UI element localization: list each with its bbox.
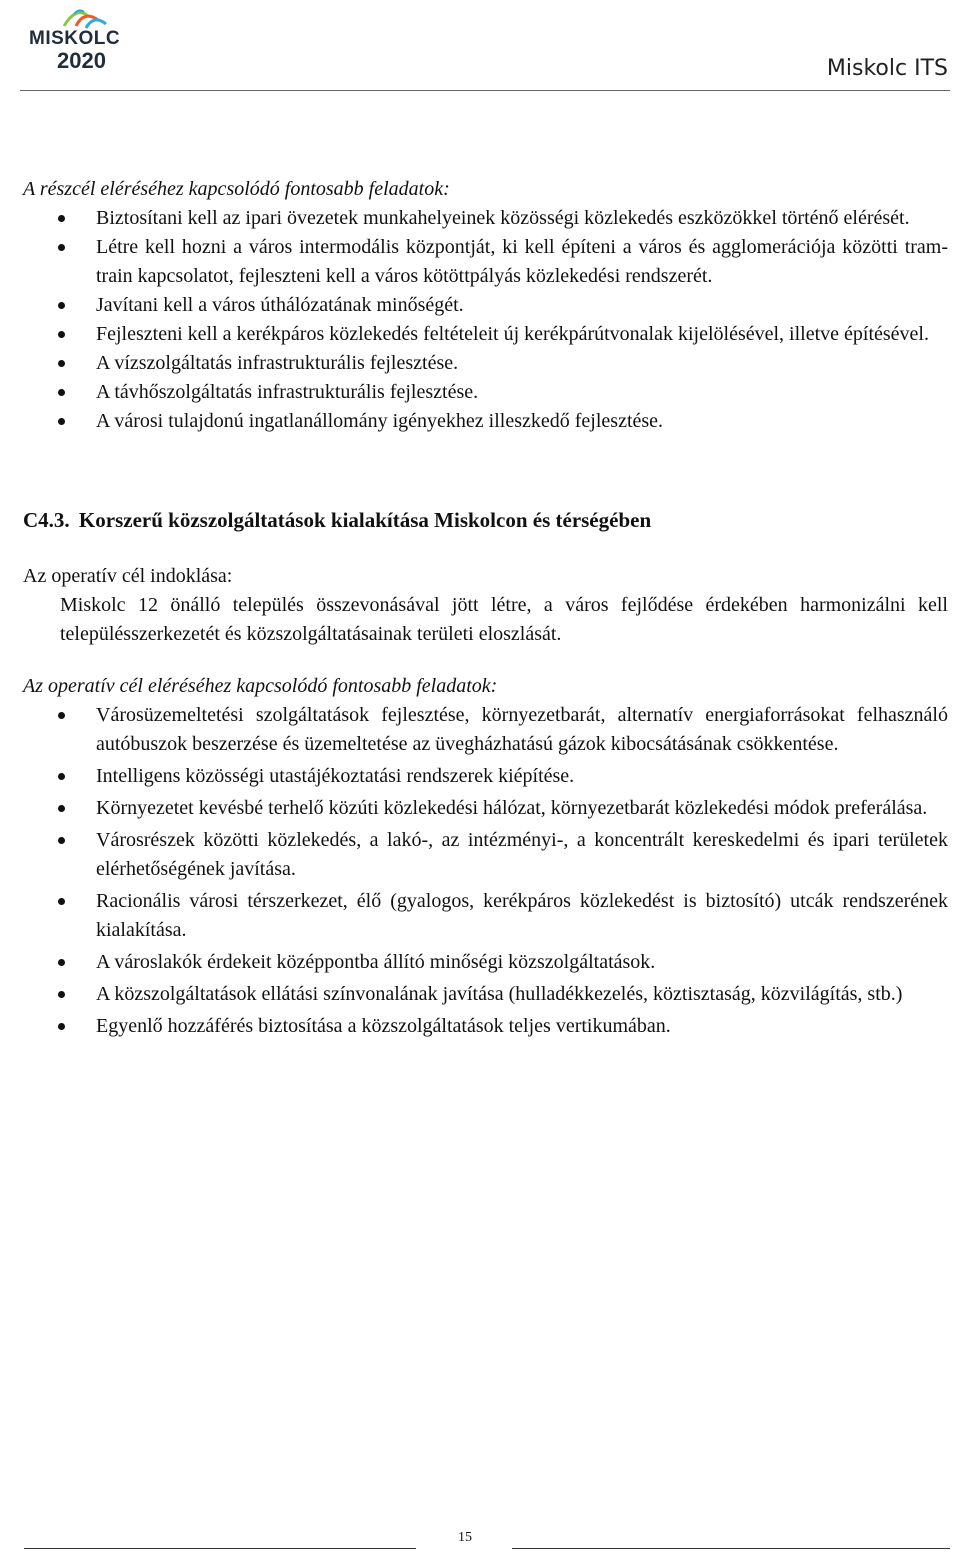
header-divider xyxy=(20,90,950,91)
list-item: A vízszolgáltatás infrastrukturális fejlesztése. xyxy=(23,349,948,378)
rationale-text: Miskolc 12 önálló település összevonásával jött létre, a város fejlődése érdekében harmonizálni kell településszerkezetét és közszolgáltatásainak területi eloszlását. xyxy=(60,594,948,645)
footer-divider-right xyxy=(512,1548,950,1549)
rationale-label: Az operatív cél indoklása: xyxy=(23,565,233,587)
tasks-heading-1: A részcél eléréséhez kapcsolódó fontosabb feladatok: xyxy=(23,178,450,200)
footer-divider-left xyxy=(24,1548,416,1549)
list-item: Egyenlő hozzáférés biztosítása a közszolgáltatások teljes vertikumában. xyxy=(23,1012,948,1041)
logo-line2: 2020 xyxy=(57,48,106,73)
section-heading xyxy=(23,506,948,535)
tasks-heading-2: Az operatív cél eléréséhez kapcsolódó fontosabb feladatok: xyxy=(23,675,498,697)
list-item: Racionális városi térszerkezet, élő (gyalogos, kerékpáros közlekedést is biztosító) utcák rendszerének kialakítása. xyxy=(23,887,948,945)
list-item: Városrészek közötti közlekedés, a lakó-, az intézményi-, a koncentrált kereskedelmi és ipari területek elérhetőségének javítása. xyxy=(23,826,948,884)
page-number: 15 xyxy=(458,1530,472,1545)
list-item: A közszolgáltatások ellátási színvonalának javítása (hulladékkezelés, köztisztaság, közvilágítás, stb.) xyxy=(23,980,948,1009)
list-item: Környezetet kevésbé terhelő közúti közlekedési hálózat, környezetbarát közlekedési módok preferálása. xyxy=(23,794,948,823)
tasks-list-1 xyxy=(23,204,948,436)
page-header xyxy=(0,0,960,100)
logo-line1: MISKOLC xyxy=(29,28,121,49)
miskolc-2020-logo xyxy=(24,4,136,76)
list-item: Biztosítani kell az ipari övezetek munkahelyeinek közösségi közlekedés eszközökkel történő elérését. xyxy=(23,204,948,233)
list-item: Fejleszteni kell a kerékpáros közlekedés feltételeit új kerékpárútvonalak kijelölésével, illetve építésével. xyxy=(23,320,948,349)
header-title: Miskolc ITS xyxy=(826,56,948,81)
section-title: Korszerű közszolgáltatások kialakítása Miskolcon és térségében xyxy=(78,508,652,532)
list-item: Létre kell hozni a város intermodális központját, ki kell építeni a város és agglomerációja közötti tram-train kapcsolatot, fejleszteni kell a város kötöttpályás közlekedési rendszerét. xyxy=(23,233,948,291)
section-code: C4.3. xyxy=(23,508,70,532)
list-item: Városüzemeltetési szolgáltatások fejlesztése, környezetbarát, alternatív energiaforrásokat felhasználó autóbuszok beszerzése és üzemeltetése az üvegházhatású gázok kibocsátásának csökkentése. xyxy=(23,701,948,759)
list-item: Intelligens közösségi utastájékoztatási rendszerek kiépítése. xyxy=(23,762,948,791)
document-body xyxy=(23,175,948,1044)
list-item: Javítani kell a város úthálózatának minőségét. xyxy=(23,291,948,320)
list-item: A városlakók érdekeit középpontba állító minőségi közszolgáltatások. xyxy=(23,948,948,977)
list-item: A városi tulajdonú ingatlanállomány igényekhez illeszkedő fejlesztése. xyxy=(23,407,948,436)
list-item: A távhőszolgáltatás infrastrukturális fejlesztése. xyxy=(23,378,948,407)
tasks-list-2 xyxy=(23,701,948,1041)
